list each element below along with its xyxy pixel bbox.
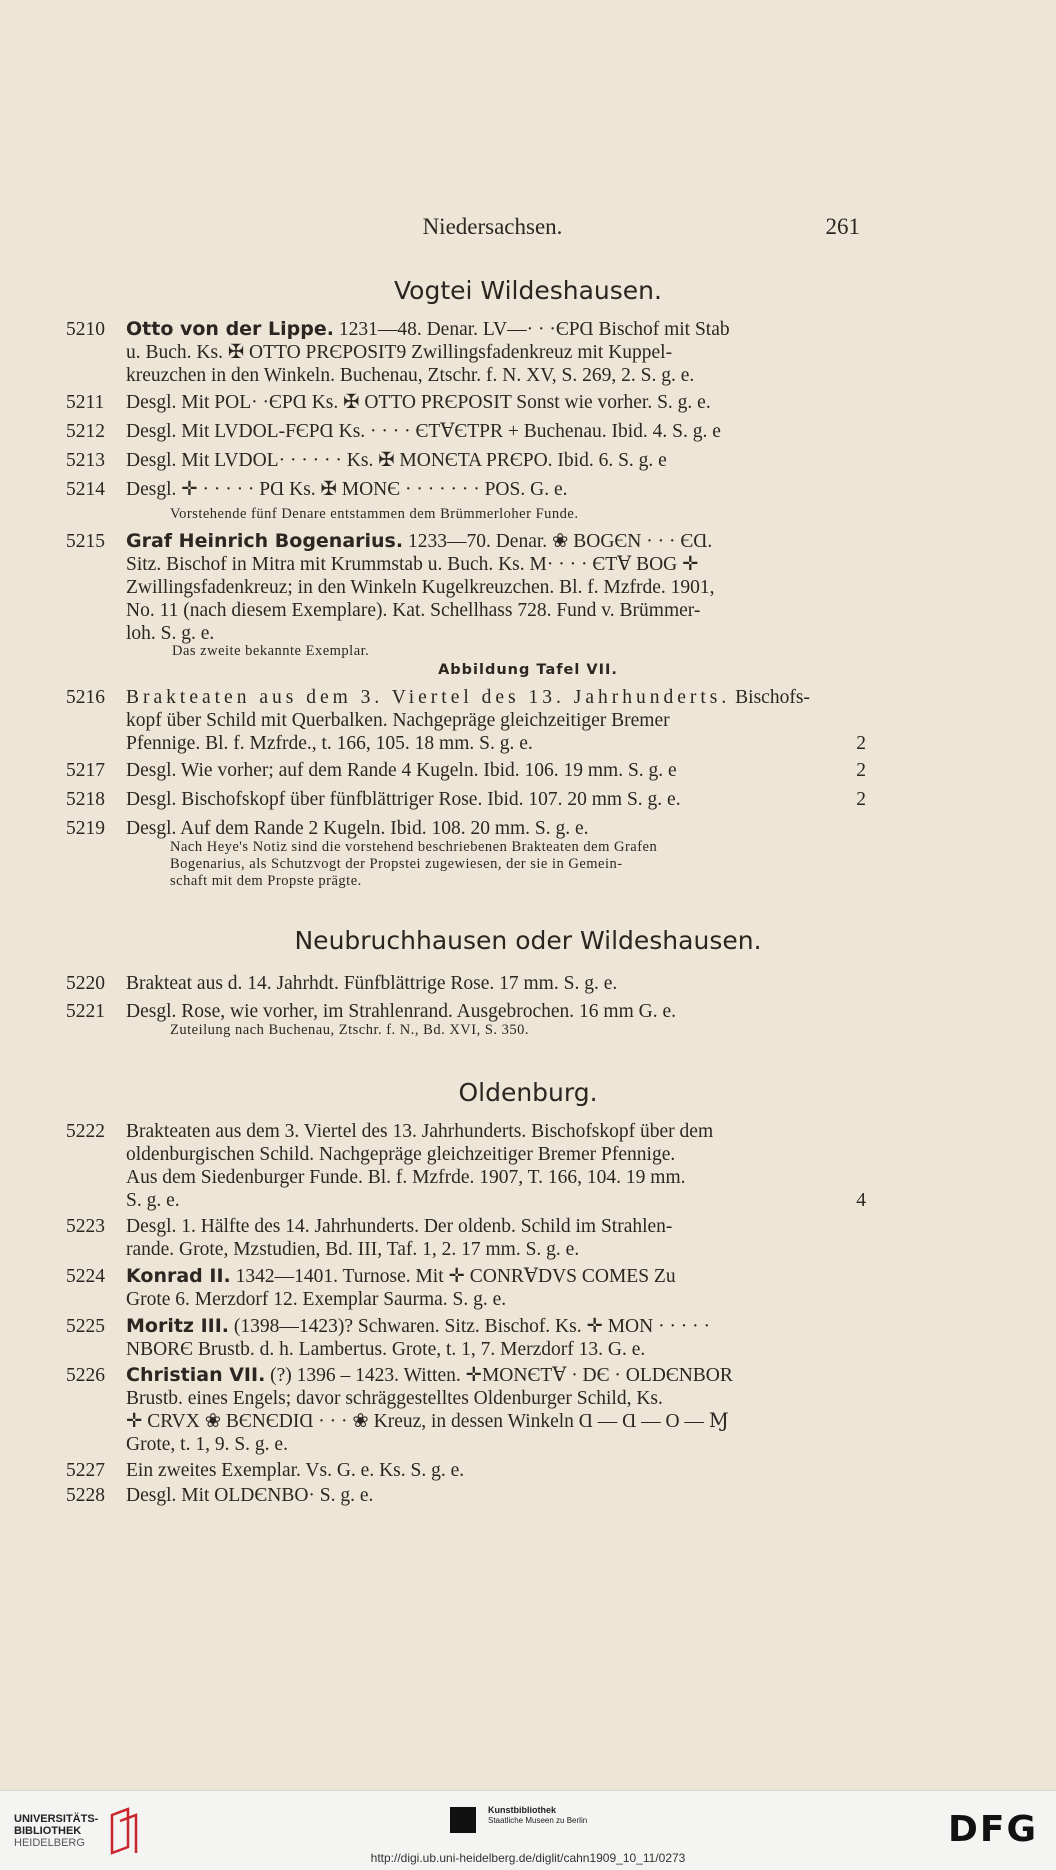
ruler-name: Konrad II. (126, 1265, 231, 1287)
entry-number: 5216 (66, 687, 105, 708)
catalog-entry-5225 (66, 1315, 866, 1361)
entry-line: 1233—70. Denar. ❀ BOGЄN · · · ЄⱭ. (403, 531, 713, 552)
section-heading-oldenburg: Oldenburg. (458, 1078, 598, 1107)
entry-line: Aus dem Siedenburger Funde. Bl. f. Mzfrde. 1907, T. 166, 104. 19 mm. (126, 1167, 686, 1188)
entry-line: Sitz. Bischof in Mitra mit Krummstab u. Buch. Ks. M· · · · ЄTⱯ BOG ✛ (126, 554, 699, 575)
entry-line: Brakteaten aus dem 3. Viertel des 13. Jahrhunderts. (126, 687, 731, 708)
entry-number: 5213 (66, 450, 105, 471)
entry-line: oldenburgischen Schild. Nachgepräge gleichzeitiger Bremer Pfennige. (126, 1144, 676, 1165)
quantity: 2 (856, 789, 866, 810)
catalog-entry-5210 (66, 318, 866, 387)
entry-line: Pfennige. Bl. f. Mzfrde., t. 166, 105. 18 mm. S. g. e. (126, 733, 533, 754)
entry-number: 5210 (66, 319, 105, 340)
ruler-name: Moritz III. (126, 1315, 230, 1337)
entry-text: Desgl. Wie vorher; auf dem Rande 4 Kugeln. Ibid. 106. 19 mm. S. g. e (126, 760, 677, 781)
entry-number: 5224 (66, 1266, 105, 1287)
catalog-entry-5214 (66, 478, 866, 501)
catalog-entry-5215 (66, 530, 866, 645)
catalog-entry-5222 (66, 1120, 866, 1212)
ruler-name: Graf Heinrich Bogenarius. (126, 530, 404, 552)
university-library-logo-link[interactable] (14, 1813, 98, 1849)
catalog-entry-5212 (66, 420, 866, 443)
entry-text: Desgl. Mit LVDOL-FЄPⱭ Ks. · · · · ЄTⱯЄTPR + Buchenau. Ibid. 4. S. g. e (126, 421, 721, 442)
quantity: 2 (856, 733, 866, 754)
quantity: 2 (856, 760, 866, 781)
footnote (170, 839, 870, 890)
entry-text: Desgl. Mit OLDЄNBO· S. g. e. (126, 1485, 374, 1506)
entry-number: 5226 (66, 1365, 105, 1386)
catalog-entry-5220 (66, 972, 866, 995)
ruler-name: Christian VII. (126, 1364, 266, 1386)
entry-line: (?) 1396 – 1423. Witten. ✛MONЄTⱯ · DЄ · OLDЄNBOR (265, 1365, 733, 1386)
entry-line: 1231—48. Denar. LV—· · ·ЄPⱭ Bischof mit Stab (333, 319, 730, 340)
kb-subtitle: Staatliche Museen zu Berlin (488, 1816, 588, 1825)
ruler-name: Otto von der Lippe. (126, 318, 334, 340)
running-head-title: Niedersachsen. (422, 214, 563, 239)
entry-line: 1342—1401. Turnose. Mit ✛ CONRⱯDVS COMES Zu (230, 1266, 676, 1287)
permalink-url[interactable]: http://digi.ub.uni-heidelberg.de/diglit/cahn1909_10_11/0273 (370, 1851, 686, 1865)
entry-number: 5214 (66, 479, 105, 500)
section-heading-vogtei-wildeshausen: Vogtei Wildeshausen. (394, 276, 662, 305)
kb-title: Kunstbibliothek (488, 1805, 556, 1815)
ub-logo-line: BIBLIOTHEK (14, 1825, 82, 1837)
entry-line: Zwillingsfadenkreuz; in den Winkeln Kugelkreuzchen. Bl. f. Mzfrde. 1901, (126, 577, 715, 598)
footnote: Das zweite bekannte Exemplar. (172, 643, 370, 659)
entry-line: NBORЄ Brustb. d. h. Lambertus. Grote, t. 1, 7. Merzdorf 13. G. e. (126, 1339, 646, 1360)
entry-number: 5225 (66, 1316, 105, 1337)
entry-text: Desgl. ✛ · · · · · PⱭ Ks. ✠ MONЄ · · · · · · · POS. G. e. (126, 479, 568, 500)
entry-line: No. 11 (nach diesem Exemplare). Kat. Schellhass 728. Fund v. Brümmer- (126, 600, 701, 621)
entry-line: Bischofs- (730, 687, 810, 708)
entry-number: 5218 (66, 789, 105, 810)
dfg-logo-link[interactable]: DFG (947, 1809, 1038, 1850)
entry-text: Desgl. Mit LVDOL· · · · · · Ks. ✠ MONЄTA PRЄPO. Ibid. 6. S. g. e (126, 450, 667, 471)
entry-number: 5228 (66, 1485, 105, 1506)
footnote-line: Nach Heye's Notiz sind die vorstehend beschriebenen Brakteaten dem Grafen (170, 839, 658, 855)
plate-reference: Abbildung Tafel VII. (438, 662, 618, 678)
catalog-entry-5228 (66, 1484, 866, 1507)
quantity: 4 (856, 1190, 866, 1211)
entry-line: Grote, t. 1, 9. S. g. e. (126, 1434, 288, 1455)
catalog-entry-5219 (66, 817, 866, 840)
entry-number: 5222 (66, 1121, 105, 1142)
footnote: Zuteilung nach Buchenau, Ztschr. f. N., Bd. XVI, S. 350. (170, 1022, 530, 1038)
entry-text: Ein zweites Exemplar. Vs. G. e. Ks. S. g. e. (126, 1460, 465, 1481)
footnote-line: schaft mit dem Propste prägte. (170, 873, 362, 889)
entry-text: Desgl. Auf dem Rande 2 Kugeln. Ibid. 108. 20 mm. S. g. e. (126, 818, 589, 839)
footnote: Vorstehende fünf Denare entstammen dem Brümmerloher Funde. (170, 506, 579, 522)
ub-logo-line: HEIDELBERG (14, 1837, 85, 1849)
catalog-entry-5227 (66, 1459, 866, 1482)
entry-number: 5223 (66, 1216, 105, 1237)
catalog-entry-5223 (66, 1215, 866, 1261)
entry-text: Desgl. Bischofskopf über fünfblättriger Rose. Ibid. 107. 20 mm S. g. e. (126, 789, 681, 810)
running-head (125, 214, 860, 244)
kunstbibliothek-logo-icon (450, 1807, 476, 1833)
catalog-entry-5226 (66, 1364, 866, 1456)
entry-line: u. Buch. Ks. ✠ OTTO PRЄPOSIT9 Zwillingsfadenkreuz mit Kuppel- (126, 342, 673, 363)
entry-line: Grote 6. Merzdorf 12. Exemplar Saurma. S. g. e. (126, 1289, 507, 1310)
entry-line: rande. Grote, Mzstudien, Bd. III, Taf. 1, 2. 17 mm. S. g. e. (126, 1239, 580, 1260)
entry-line: S. g. e. (126, 1190, 180, 1211)
section-heading-neubruchhausen: Neubruchhausen oder Wildeshausen. (294, 926, 762, 955)
entry-text: Desgl. Mit POL· ·ЄPⱭ Ks. ✠ OTTO PRЄPOSIT Sonst wie vorher. S. g. e. (126, 392, 711, 413)
catalog-entry-5218 (66, 788, 866, 811)
entry-text: Desgl. Rose, wie vorher, im Strahlenrand. Ausgebrochen. 16 mm G. e. (126, 1001, 676, 1022)
entry-number: 5212 (66, 421, 105, 442)
catalog-entry-5216 (66, 686, 866, 755)
entry-line: kopf über Schild mit Querbalken. Nachgepräge gleichzeitiger Bremer (126, 710, 670, 731)
entry-line: (1398—1423)? Schwaren. Sitz. Bischof. Ks. ✛ MON · · · · · (229, 1316, 711, 1337)
entry-number: 5221 (66, 1001, 105, 1022)
entry-line: loh. S. g. e. (126, 623, 215, 644)
catalog-entry-5213 (66, 449, 866, 472)
catalog-entry-5217 (66, 759, 866, 782)
entry-line: ✛ CRVX ❀ BЄNЄDIⱭ · · · ❀ Kreuz, in dessen Winkeln Ɑ — Ɑ — O — Ɱ (126, 1411, 729, 1432)
entry-number: 5217 (66, 760, 105, 781)
entry-number: 5211 (66, 392, 105, 413)
entry-line: Desgl. 1. Hälfte des 14. Jahrhunderts. Der oldenb. Schild im Strahlen- (126, 1216, 673, 1237)
catalog-entry-5221 (66, 1000, 866, 1023)
entry-line: Brakteaten aus dem 3. Viertel des 13. Jahrhunderts. Bischofskopf über dem (126, 1121, 714, 1142)
entry-number: 5215 (66, 531, 105, 552)
catalog-entry-5224 (66, 1265, 866, 1311)
entry-line: Brustb. eines Engels; davor schräggestelltes Oldenburger Schild, Ks. (126, 1388, 663, 1409)
entry-number: 5219 (66, 818, 105, 839)
page-number: 261 (825, 214, 860, 239)
entry-number: 5220 (66, 973, 105, 994)
ub-logo-line: UNIVERSITÄTS- (14, 1813, 99, 1825)
catalog-entry-5211 (66, 391, 866, 414)
footnote-line: Bogenarius, als Schutzvogt der Propstei zugewiesen, der sie in Gemein- (170, 856, 623, 872)
entry-number: 5227 (66, 1460, 105, 1481)
entry-text: Brakteat aus d. 14. Jahrhdt. Fünfblättrige Rose. 17 mm. S. g. e. (126, 973, 618, 994)
entry-line: kreuzchen in den Winkeln. Buchenau, Ztschr. f. N. XV, S. 269, 2. S. g. e. (126, 365, 695, 386)
ub-emblem-icon (108, 1807, 140, 1855)
